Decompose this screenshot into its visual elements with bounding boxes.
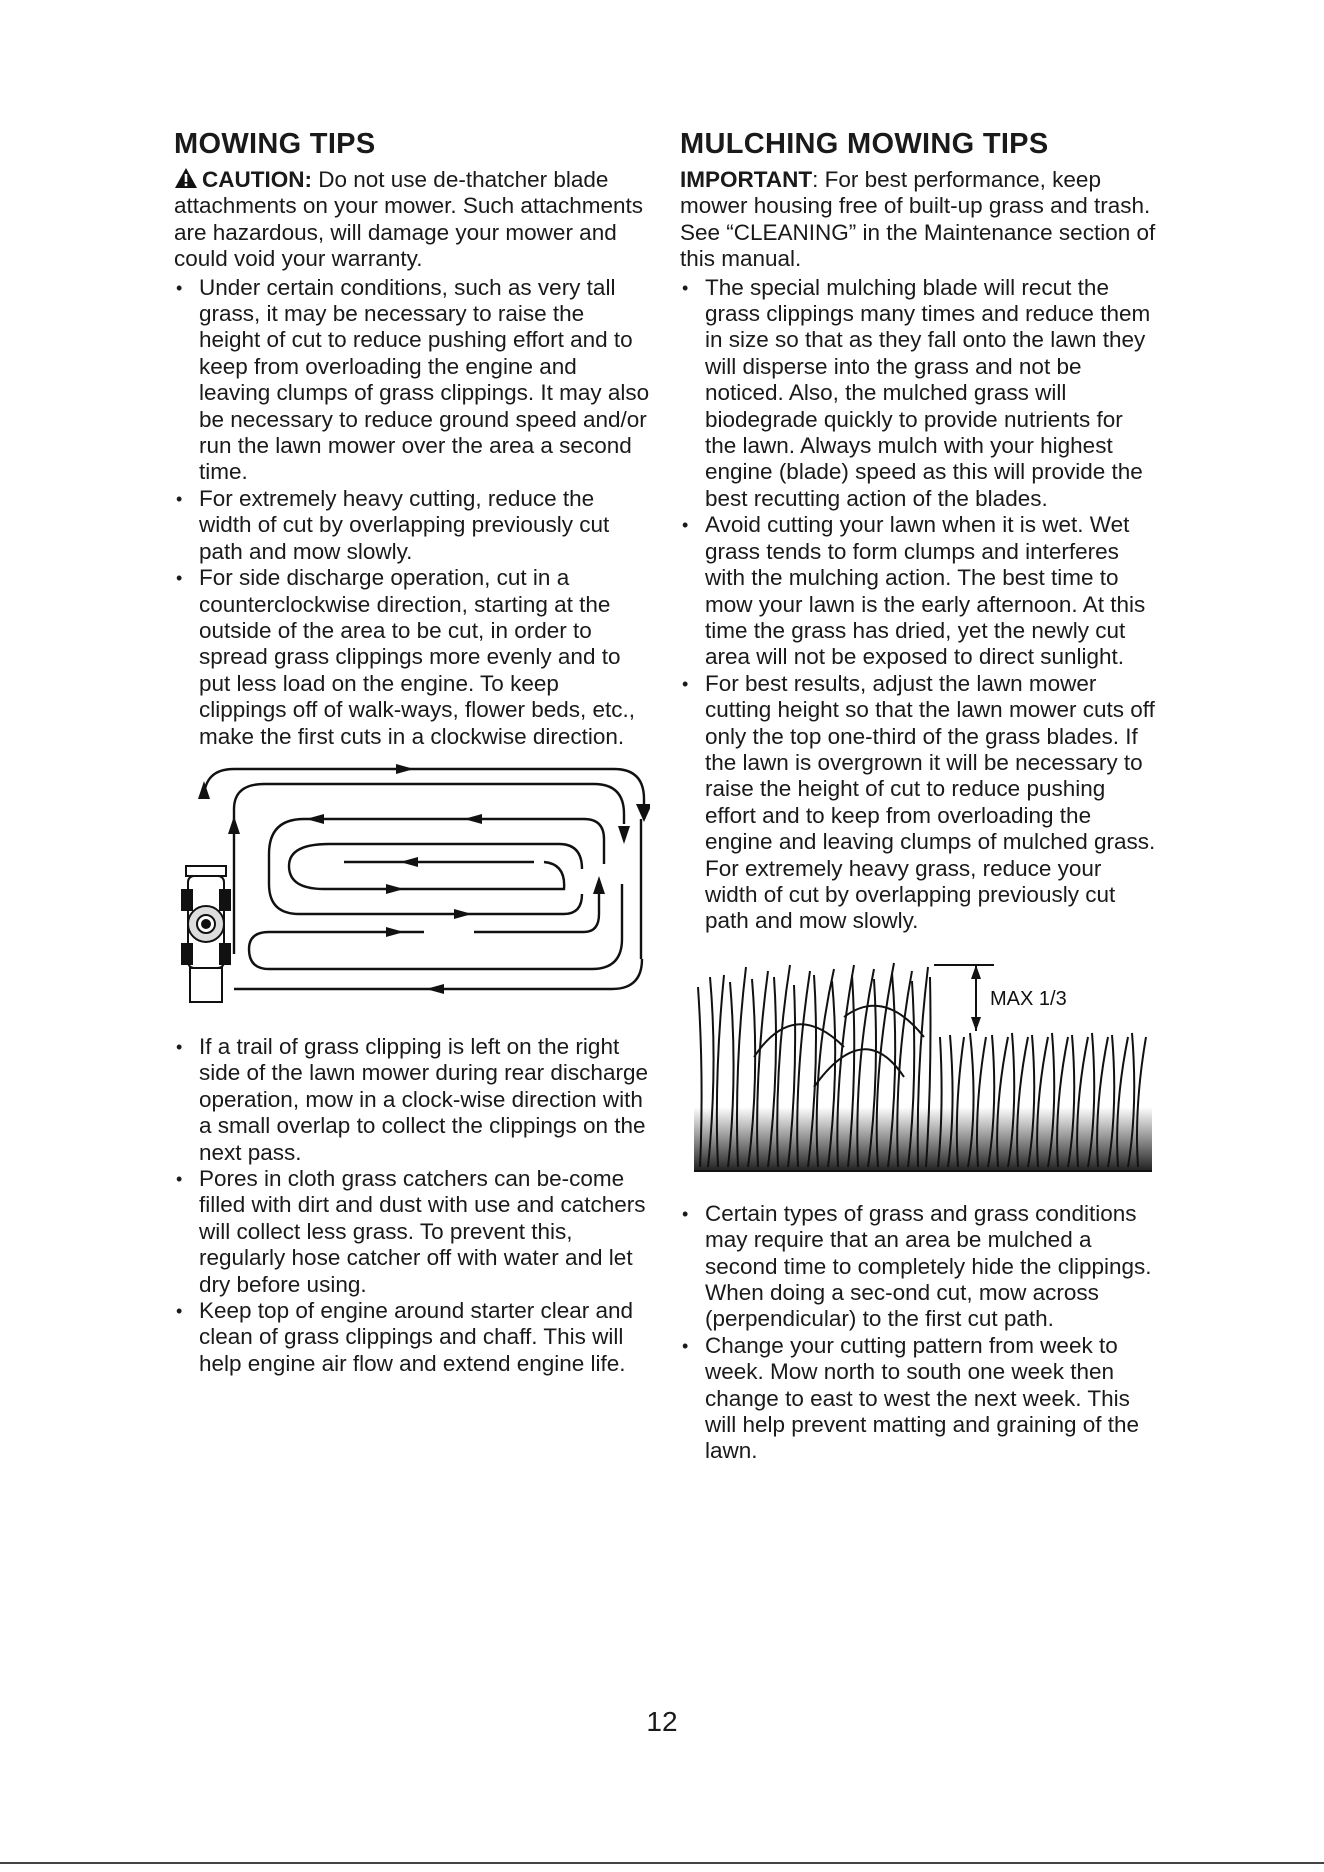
max-cut-marker: [934, 965, 994, 1031]
page-number: 12: [646, 1706, 678, 1737]
list-item: • For side discharge operation, cut in a counterclockwise direction, starting at the outside of the area to be cut, in order to spread grass clippings more evenly and to put less load on the engine. To keep clippings off of walk-ways, flower beds, etc., make the first cuts in a clockwise direction.: [174, 565, 650, 750]
caution-text: Do not use de-thatcher blade attachments on your mower. Such attachments are hazardous, will damage your mower and could void your warranty.: [174, 167, 643, 272]
mulching-tips-column: [680, 128, 1160, 1465]
list-item: • If a trail of grass clipping is left on the right side of the lawn mower during rear discharge operation, mow in a clock-wise direction with a small overlap to collect the clippings on the next pass.: [174, 1034, 650, 1166]
mulching-tips-list-bottom: [680, 1201, 1160, 1465]
list-item: • Pores in cloth grass catchers can be-come filled with dirt and dust with use and catchers will collect less grass. To prevent this, regularly hose catcher off with water and let dry before using.: [174, 1166, 650, 1298]
warning-triangle-icon: [174, 167, 198, 189]
caution-label: CAUTION:: [202, 167, 312, 192]
list-item: • Change your cutting pattern from week to week. Mow north to south one week then change to east to west the next week. This will help prevent matting and graining of the lawn.: [680, 1333, 1160, 1465]
mowing-pattern-diagram: [174, 764, 650, 1024]
caution-paragraph: [174, 167, 650, 273]
mowing-tips-column: [174, 128, 650, 1377]
important-label: IMPORTANT: [680, 167, 813, 192]
mulching-tips-list-top: [680, 275, 1160, 935]
list-item: • Keep top of engine around starter clear and clean of grass clippings and chaff. This will help engine air flow and extend engine life.: [174, 1298, 650, 1377]
list-item: • Under certain conditions, such as very tall grass, it may be necessary to raise the height of cut to reduce pushing effort and to keep from overloading the engine and leaving clumps of grass clippings. It may also be necessary to reduce ground speed and/or run the lawn mower over the area a second time.: [174, 275, 650, 486]
grass-height-diagram: [694, 957, 1154, 1187]
list-item: • For best results, adjust the lawn mower cutting height so that the lawn mower cuts off only the top one-third of the grass blades. If the lawn is overgrown it will be necessary to raise the height of cut to reduce pushing effort and to keep from overloading the engine and leaving clumps of mulched grass. For extremely heavy grass, reduce your width of cut by overlapping previously cut path and mow slowly.: [680, 671, 1160, 935]
list-item: • The special mulching blade will recut the grass clippings many times and reduce them in size so that as they fall onto the lawn they will disperse into the grass and not be noticed. Also, the mulched grass will biodegrade quickly to provide nutrients for the lawn. Always mulch with your highest engine (blade) speed as this will provide the best recutting action of the blades.: [680, 275, 1160, 513]
important-paragraph: [680, 167, 1160, 273]
page-bottom-rule: [0, 1862, 1324, 1864]
arrow-up-icon: [971, 965, 981, 979]
list-item: • Avoid cutting your lawn when it is wet. Wet grass tends to form clumps and interferes with the mulching action. The best time to mow your lawn is the early afternoon. At this time the grass has dried, yet the newly cut area will not be exposed to direct sunlight.: [680, 512, 1160, 670]
list-item: • For extremely heavy cutting, reduce the width of cut by overlapping previously cut path and mow slowly.: [174, 486, 650, 565]
max-cut-label: MAX 1/3: [990, 987, 1067, 1010]
mowing-tips-heading: MOWING TIPS: [174, 128, 376, 160]
mowing-tips-list-bottom: [174, 1034, 650, 1377]
mower-icon: [182, 866, 230, 1002]
arrow-down-icon: [971, 1017, 981, 1031]
mulching-tips-heading: MULCHING MOWING TIPS: [680, 128, 1049, 160]
list-item: • Certain types of grass and grass conditions may require that an area be mulched a second time to completely hide the clippings. When doing a sec-ond cut, mow across (perpendicular) to the first cut path.: [680, 1201, 1160, 1333]
mowing-tips-list-top: [174, 275, 650, 750]
important-text: : For best performance, keep mower housing free of built-up grass and trash. See “CLEANING” in the Maintenance section of this manual.: [680, 167, 1156, 272]
